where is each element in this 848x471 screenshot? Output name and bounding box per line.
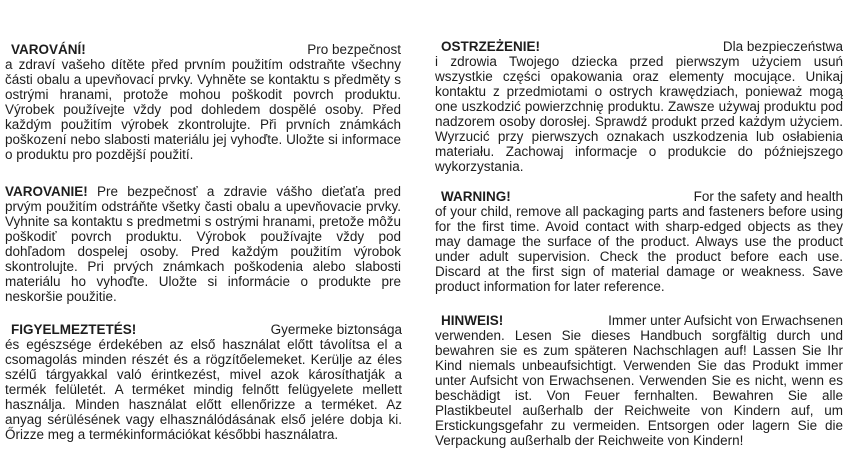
warning-section-czech bbox=[5, 42, 401, 162]
warning-section-english bbox=[435, 189, 843, 294]
warning-heading-polish: OSTRZEŻENIE! bbox=[441, 39, 541, 54]
warning-first-line bbox=[435, 189, 843, 204]
warning-paragraph-slovak bbox=[5, 184, 401, 304]
warning-body-slovak: Pre bezpečnosť a zdravie vášho dieťaťa pred prvým použitím odstráňte všetky časti obalu a upevňovacie prvky. Vyhnite sa kontaktu s predmetmi s ostrými hranami, pretože môžu poškodiť povrch produktu. Výrobok používajte vždy pod dohľadom dospelej osoby. Pred každým použitím výrobok skontrolujte. Pri prvých známkach poškodenia alebo slabosti materiálu ho vyhoďte. Uložte si informácie o produkte pre neskoršie použitie. bbox=[5, 184, 401, 304]
warning-lead-hungarian: Gyermeke biztonsága bbox=[270, 322, 402, 337]
warning-body-polish: i zdrowia Twojego dziecka przed pierwszym użyciem usuń wszystkie części opakowania oraz elementy mocujące. Unikaj kontaktu z przedmiotami o ostrych krawędziach, ponieważ mogą one uszkodzić powierzchnię produktu. Zawsze używaj produktu pod nadzorem osoby dorosłej. Sprawdź produkt przed każdym użyciem. Wyrzucić przy pierwszych oznakach uszkodzenia lub osłabienia materiału. Zachowaj informacje o produkcie do późniejszego wykorzystania. bbox=[435, 54, 843, 174]
warning-lead-czech: Pro bezpečnost bbox=[307, 42, 401, 57]
warning-body-czech: a zdraví vašeho dítěte před prvním použitím odstraňte všechny části obalu a upevňovací prvky. Vyhněte se kontaktu s předměty s ostrými hranami, protože mohou poškodit povrch produktu. Výrobek používejte vždy pod dohledem dospělé osoby. Před každým použitím výrobek zkontrolujte. Při prvních známkách poškození nebo slabosti materiálu jej vyhoďte. Uložte si informace o produktu pro pozdější použití. bbox=[5, 57, 401, 162]
warning-body-english: of your child, remove all packaging parts and fasteners before using for the first time. Avoid contact with sharp-edged objects as they may damage the surface of the product. Always use the product under adult supervision. Check the product before each use. Discard at the first sign of material damage or weakness. Save product information for later reference. bbox=[435, 204, 843, 294]
warning-lead-polish: Dla bezpieczeństwa bbox=[722, 39, 843, 54]
warning-section-german bbox=[435, 313, 843, 448]
warning-section-polish bbox=[435, 39, 843, 174]
warning-heading-hungarian: FIGYELMEZTETÉS! bbox=[11, 322, 137, 337]
warning-heading-czech: VAROVÁNÍ! bbox=[11, 42, 86, 57]
warning-heading-english: WARNING! bbox=[441, 189, 511, 204]
warning-lead-german: Immer unter Aufsicht von Erwachsenen bbox=[608, 313, 843, 328]
warning-section-hungarian bbox=[5, 322, 402, 442]
warning-section-slovak bbox=[5, 184, 401, 304]
warning-heading-german: HINWEIS! bbox=[441, 313, 504, 328]
warning-heading-slovak: VAROVANIE! bbox=[5, 184, 88, 199]
warning-first-line bbox=[5, 42, 401, 57]
warning-body-german: verwenden. Lesen Sie dieses Handbuch sorgfältig durch und bewahren sie es zum späteren Nachschlagen auf! Lassen Sie Ihr Kind niemals unbeaufsichtigt. Verwenden Sie das Produkt immer unter Aufsicht von Erwachsenen. Verwenden Sie es nicht, wenn es beschädigt ist. Von Feuer fernhalten. Bewahren Sie alle Plastikbeutel außerhalb der Reichweite von Kindern auf, um Erstickungsgefahr zu vermeiden. Entsorgen oder lagern Sie die Verpackung außerhalb der Reichweite von Kindern! bbox=[435, 328, 843, 448]
warning-first-line bbox=[5, 322, 402, 337]
warning-first-line bbox=[435, 39, 843, 54]
warning-body-hungarian: és egészsége érdekében az első használat előtt távolítsa el a csomagolás minden részét és a rögzítőelemeket. Kerülje az éles szélű tárgyakkal való érintkezést, mivel azok károsíthatják a termék felületét. A terméket mindig felnőtt felügyelete mellett használja. Minden használat előtt ellenőrizze a terméket. Az anyag sérülésének vagy elhasználódásának első jelére dobja ki. Őrizze meg a termékinformációkat későbbi használatra. bbox=[5, 337, 402, 442]
warning-first-line bbox=[435, 313, 843, 328]
warning-lead-english: For the safety and health bbox=[693, 189, 843, 204]
